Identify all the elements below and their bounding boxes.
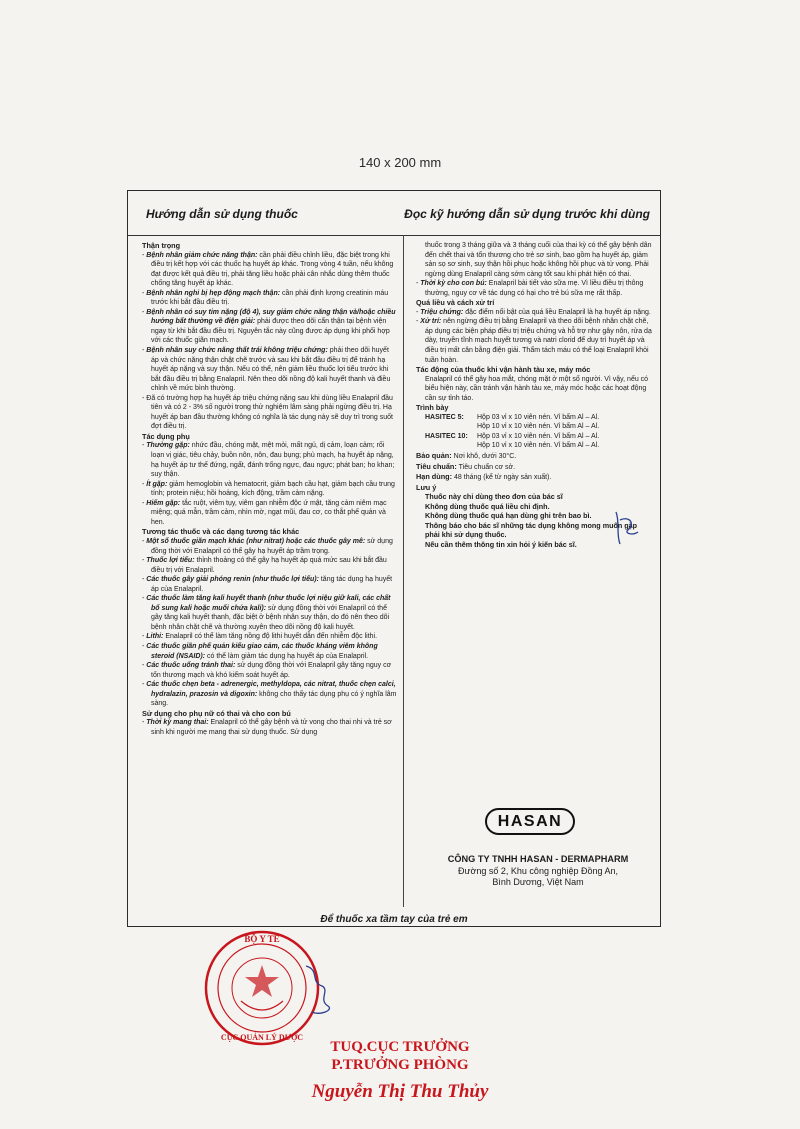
note-item: Nếu cần thêm thông tin xin hỏi ý kiến bác sĩ. [425, 539, 577, 549]
interaction-item-text: sử dụng đồng thời với Enalapril gây tăng nguy cơ tổn thương mạch và khó kiểm soát huyết áp. [151, 662, 392, 679]
pregnancy-item-text: Enalapril có thể gây bệnh và tử vong cho thai nhi và trẻ sơ sinh khi người mẹ mang thai sử dụng thuốc. Sử dụng [151, 719, 392, 736]
interaction-item: - Các thuốc gây giải phóng renin (như thuốc lợi tiểu): tăng tác dụng hạ huyết áp của Enalapril. [142, 576, 393, 593]
official-title-line1: TUQ.CỤC TRƯỞNG [330, 1039, 470, 1055]
company-name: CÔNG TY TNHH HASAN - DERMAPHARM [447, 854, 629, 864]
interaction-item: - Một số thuốc giãn mạch khác (như nitrat) hoặc các thuốc gây mê: sử dụng đồng thời với Enalapril có thể gây hạ huyết áp trầm trọng. [142, 537, 393, 555]
expiry-label: Hạn dùng: [416, 472, 453, 482]
overdose-item-text: nên ngừng điều trị bằng Enalapril và theo dõi bệnh nhân chặt chẽ, áp dụng các biện pháp điều trị triệu chứng và hỗ trợ như gây nôn, rửa dạ dày, truyền tĩnh mạch huyết tương và natri clorid để duy trì huyết áp và điều trị mất cân bằng điện giải. Thẩm tách máu có thể loại Enalapril khỏi tuần hoàn. [425, 318, 652, 364]
pregnancy-continued: thuốc trong 3 tháng giữa và 3 tháng cuối của thai kỳ có thể gây bệnh dẫn đến chết thai và tổn thương cho trẻ sơ sinh, bao gồm hạ huyết áp, giảm sản sọ sơ sinh, suy thận hồi phục hoặc không hồi phục và tử vong. Phải ngừng dùng Enalapril càng sớm càng tốt sau khi phát hiện có thai. [425, 242, 652, 278]
interaction-item: - Thuốc lợi tiểu: thỉnh thoảng có thể gây hạ huyết áp quá mức sau khi bắt đầu điều trị với Enalapril. [142, 557, 387, 574]
side-effect-item-text: tắc ruột, viêm tụy, viêm gan nhiễm độc ứ mật, tăng cảm niêm mạc miệng; quá mẫn, trầm cảm, nhìn mờ, ngạt mũi, đau cơ, co thắt phế quản và hen. [151, 499, 387, 526]
standard-text: Tiêu chuẩn cơ sở. [456, 463, 516, 471]
svg-text:CỤC QUẢN LÝ DƯỢC: CỤC QUẢN LÝ DƯỢC [220, 1033, 304, 1042]
interaction-item: - Các thuốc chẹn beta - adrenergic, methyldopa, các nitrat, thuốc chẹn calci, hydralazin, prazosin và digoxin: không cho thấy tác dụng phụ có ý nghĩa lâm sàng. [142, 681, 397, 708]
caution-item-lead: Bệnh nhân có suy tim nặng (độ 4), suy giảm chức năng thận và/hoặc chiều hướng bất thường về điện giải: [146, 308, 396, 326]
official-title-line2: P.TRƯỞNG PHÒNG [331, 1057, 469, 1073]
breastfeeding-lead: Thời kỳ cho con bú: [420, 280, 487, 288]
size-label: 140 x 200 mm [358, 155, 442, 170]
interaction-item-text: tăng tác dụng hạ huyết áp của Enalapril. [151, 576, 393, 593]
caution-item-text: cần phải định lượng creatinin máu trước khi bắt đầu điều trị. [151, 289, 389, 307]
storage-text: Nơi khô, dưới 30°C. [451, 453, 517, 461]
interaction-item-text: Enalapril có thể làm tăng nồng độ lithi huyết dẫn đến nhiễm độc lithi. [163, 633, 378, 641]
right-column [416, 241, 652, 641]
expiry-line [416, 472, 652, 483]
driving-title: Tác động của thuốc khi vận hành tàu xe, máy móc [416, 365, 591, 375]
overdose-list [416, 308, 652, 365]
interaction-item-text: không cho thấy tác dụng phụ có ý nghĩa lâm sàng. [151, 690, 397, 708]
company-address-line2: Bình Dương, Việt Nam [492, 877, 584, 887]
stamp-signature-icon [300, 960, 340, 1020]
company-address-line1: Đường số 2, Khu công nghiệp Đồng An, [457, 865, 619, 876]
svg-text:BỘ Y TẾ: BỘ Y TẾ [244, 934, 280, 944]
overdose-item-lead: Triệu chứng: [420, 308, 464, 316]
side-effect-item: - Hiếm gặp: tắc ruột, viêm tụy, viêm gan nhiễm độc ứ mật, tăng cảm niêm mạc miệng; quá mẫn, trầm cảm, nhìn mờ, ngạt mũi, đau cơ, co thắt phế quản và hen. [142, 499, 387, 526]
hasan-logo [485, 808, 575, 835]
packaging-description: Hộp 03 vỉ x 10 viên nén. Vỉ bấm Al – Al. [477, 432, 600, 440]
official-name: Nguyễn Thị Thu Thủy [311, 1081, 489, 1102]
side-effect-item: - Thường gặp: nhức đầu, chóng mặt, mệt mỏi, mất ngủ, dị cảm, loạn cảm; rối loạn vị giác, tiêu chảy, buồn nôn, nôn, đau bụng; phù mạch, hạ huyết áp nặng, hạ huyết áp tư thế đứng, ngất, đánh trống ngực, đau ngực; phát ban; ho khan; suy thận. [142, 442, 395, 479]
note-item: Thông báo cho bác sĩ những tác dụng không mong muốn gặp phải khi sử dụng thuốc. [425, 520, 638, 540]
storage-label: Bảo quản: [416, 451, 452, 461]
side-effect-item-text: nhức đầu, chóng mặt, mệt mỏi, mất ngủ, dị cảm, loạn cảm; rối loạn vị giác, tiêu chảy, buồn nôn, nôn, đau bụng; phù mạch, hạ huyết áp nặng, hạ huyết áp tư thế đứng, ngất, đánh trống ngực, đau ngực; phát ban; ho khan; suy thận. [151, 442, 395, 479]
company-block [418, 854, 658, 889]
overdose-title: Quá liều và cách xử trí [416, 298, 495, 308]
side-effect-item-lead: Hiếm gặp: [146, 499, 181, 507]
packaging-description: Hộp 03 vỉ x 10 viên nén. Vỉ bấm Al – Al. [477, 413, 600, 421]
packaging-title: Trình bày [416, 403, 449, 413]
caution-item-lead: Bệnh nhân nghi bị hẹp động mạch thận: [146, 289, 281, 297]
official-signature-block [0, 1038, 800, 1106]
interaction-item-lead: Các thuốc gây giải phóng renin (như thuốc lợi tiểu): [146, 576, 319, 584]
caution-item: - Bệnh nhân nghi bị hẹp động mạch thận: cần phải định lượng creatinin máu trước khi bắt đầu điều trị. [142, 289, 389, 307]
packaging-row [416, 432, 652, 442]
interaction-item: - Các thuốc làm tăng kali huyết thanh (như thuốc lợi niệu giữ kali, các chất bổ sung kali hoặc muối chứa kali): sử dụng đồng thời với Enalapril có thể gây tăng kali huyết thanh, đặc biệt ở bệnh nhân suy thận, do đó nên theo dõi bệnh nhân chặt chẽ và thường xuyên theo dõi nồng độ kali huyết. [142, 595, 391, 631]
interaction-item: - Lithi: Enalapril có thể làm tăng nồng độ lithi huyết dẫn đến nhiễm độc lithi. [142, 633, 378, 641]
pregnancy-list [142, 718, 398, 737]
pregnancy-item: - Thời kỳ mang thai: Enalapril có thể gây bệnh và tử vong cho thai nhi và trẻ sơ sinh khi người mẹ mang thai sử dụng thuốc. Sử dụng [142, 719, 392, 736]
packaging-product-name [416, 422, 477, 432]
interaction-item-lead: Các thuốc chẹn beta - adrenergic, methyldopa, các nitrat, thuốc chẹn calci, hydralazin, prazosin và digoxin: [146, 681, 396, 698]
note-item: Thuốc này chỉ dùng theo đơn của bác sĩ [425, 492, 563, 502]
storage-line [416, 451, 652, 462]
side-effect-item: - Ít gặp: giảm hemoglobin và hematocrit, giảm bạch cầu hạt, giảm bạch cầu trung tính; protein niệu; hồi hoảng, kích động, trầm cảm nặng. [142, 480, 395, 498]
packaging-product-name: HASITEC 5: [425, 413, 464, 421]
caution-item-lead: Bệnh nhân giảm chức năng thận: [146, 251, 258, 259]
interaction-item-lead: Thuốc lợi tiểu: [146, 557, 195, 565]
column-divider [403, 235, 404, 907]
interactions-list [142, 537, 398, 709]
caution-item-lead: Bệnh nhân suy chức năng thất trái không triệu chứng: [146, 347, 328, 355]
caution-item: - Bệnh nhân giảm chức năng thận: cần phải điều chỉnh liều, đặc biệt trong khi điều trị kết hợp với các thuốc hạ huyết áp khác. Trong vòng 4 tuần, nếu không đạt được kết quả điều trị, phải tăng liều hoặc phải cân nhắc dùng thêm thuốc chống tăng huyết áp khác. [142, 251, 394, 288]
standard-label: Tiêu chuẩn: [416, 461, 457, 471]
packaging-description: Hộp 10 vỉ x 10 viên nén. Vỉ bấm Al – Al. [477, 423, 600, 431]
leaflet-frame [127, 190, 661, 927]
packaging-row [416, 441, 652, 451]
interaction-item-text: có thể làm giảm tác dụng hạ huyết áp của Enalapril. [205, 652, 369, 660]
interaction-item: - Các thuốc uống tránh thai: sử dụng đồng thời với Enalapril gây tăng nguy cơ tổn thương mạch và khó kiểm soát huyết áp. [142, 662, 392, 679]
side-effect-item-lead: Thường gặp: [146, 442, 190, 450]
interaction-item-lead: Các thuốc uống tránh thai: [146, 662, 236, 670]
caution-item-text: Đã có trường hợp hạ huyết áp triệu chứng nặng sau khi dùng liều Enalapril đầu tiên và có 2 - 3% số người trong thử nghiệm lâm sàng phải ngừng điều trị. Hạ huyết áp ban đầu thường không có nghĩa là tác dụng này sẽ duy trì trong suốt đợt điều trị. [146, 394, 393, 431]
overdose-item-lead: Xử trí: [420, 318, 442, 326]
overdose-item: - Xử trí: nên ngừng điều trị bằng Enalapril và theo dõi bệnh nhân chặt chẽ, áp dụng các biện pháp điều trị triệu chứng và hỗ trợ như gây nôn, rửa dạ dày, truyền tĩnh mạch huyết tương và natri clorid để duy trì huyết áp và điều trị mất cân bằng điện giải. Thẩm tách máu có thể loại Enalapril khỏi tuần hoàn. [416, 318, 652, 364]
note-item: Không dùng thuốc quá hạn dùng ghi trên bao bì. [425, 511, 592, 521]
breastfeeding-text: Enalapril bài tiết vào sữa mẹ. Vì liều điều trị thông thường, nguy cơ về tác dụng có hại cho trẻ bú sữa mẹ rất thấp. [425, 280, 644, 297]
packaging-product-name [416, 441, 477, 451]
packaging-list [416, 413, 652, 451]
packaging-row [416, 413, 652, 423]
header-right-title: Đọc kỹ hướng dẫn sử dụng trước khi dùng [404, 207, 650, 221]
packaging-row [416, 422, 652, 432]
children-warning: Để thuốc xa tầm tay của trẻ em [320, 914, 468, 925]
caution-item: - Bệnh nhân suy chức năng thất trái không triệu chứng: phải theo dõi huyết áp và chức năng thận chặt chẽ trước và sau khi bắt đầu điều trị để tránh hạ huyết áp nặng và suy thận. Nếu có thể, nên giảm liều thuốc lợi tiểu trước khi bắt đầu điều trị bằng Enalapril. Nên theo dõi nồng độ kali huyết thanh và điều chỉnh về mức bình thường. [142, 347, 391, 393]
note-item: Không dùng thuốc quá liều chỉ định. [425, 501, 550, 511]
notes-title: Lưu ý [416, 482, 437, 492]
caution-item-text: phải theo dõi huyết áp và chức năng thận chặt chẽ trước và sau khi bắt đầu điều trị để tránh hạ huyết áp nặng và suy thận. Nếu có thể, nên giảm liều thuốc lợi tiểu trước khi bắt đầu điều trị bằng Enalapril. Nên theo dõi nồng độ kali huyết thanh và điều chỉnh về mức bình thường. [151, 347, 391, 393]
side-effect-item-text: giảm hemoglobin và hematocrit, giảm bạch cầu hạt, giảm bạch cầu trung tính; protein niệu; hồi hoảng, kích động, trầm cảm nặng. [151, 480, 395, 498]
packaging-product-name: HASITEC 10: [425, 432, 468, 440]
standard-line [416, 462, 652, 473]
side-effects-title: Tác dụng phụ [142, 431, 190, 441]
expiry-text: 48 tháng (kể từ ngày sản xuất). [452, 474, 552, 482]
interaction-item-lead: Một số thuốc giãn mạch khác (như nitrat) hoặc các thuốc gây mê: [146, 537, 366, 545]
pregnancy-item-lead: Thời kỳ mang thai: [146, 719, 209, 727]
caution-item-text: cần phải điều chỉnh liều, đặc biệt trong khi điều trị kết hợp với các thuốc hạ huyết áp khác. Trong vòng 4 tuần, nếu không đạt được kết quả điều trị, phải tăng liều hoặc phải cân nhắc dùng thêm thuốc chống tăng huyết áp khác. [151, 251, 394, 288]
logo-text: HASAN [497, 812, 563, 830]
overdose-item: - Triệu chứng: đặc điểm nổi bật của quá liều Enalapril là hạ huyết áp nặng. [416, 308, 651, 316]
left-column [142, 241, 398, 913]
breastfeeding-item: - Thời kỳ cho con bú: Enalapril bài tiết vào sữa mẹ. Vì liều điều trị thông thường, nguy cơ về tác dụng có hại cho trẻ bú sữa mẹ rất thấp. [416, 280, 644, 297]
header-left-title: Hướng dẫn sử dụng thuốc [146, 207, 298, 221]
interaction-item-lead: Các thuốc giãn phế quản kiểu giao cảm, các thuốc kháng viêm không steroid (NSAID): [146, 642, 378, 660]
interaction-item: - Các thuốc giãn phế quản kiểu giao cảm, các thuốc kháng viêm không steroid (NSAID): có thể làm giảm tác dụng hạ huyết áp của Enalapril. [142, 642, 378, 660]
packaging-description: Hộp 10 vỉ x 10 viên nén. Vỉ bấm Al – Al. [477, 442, 600, 450]
caution-item: - Bệnh nhân có suy tim nặng (độ 4), suy giảm chức năng thận và/hoặc chiều hướng bất thường về điện giải: phải được theo dõi cẩn thận tại bệnh viện ngay từ khi bắt đầu điều trị. Nguyên tắc này cũng được áp dụng khi phối hợp với các thuốc giãn mạch. [142, 308, 396, 345]
side-effects-list [142, 441, 398, 527]
interaction-item-text: thỉnh thoảng có thể gây hạ huyết áp quá mức sau khi bắt đầu điều trị với Enalapril. [151, 557, 387, 574]
interaction-item-lead: Lithi: [146, 633, 164, 641]
driving-text: Enalapril có thể gây hoa mắt, chóng mặt ở một số người. Vì vậy, nếu có biểu hiện này, cần tránh vận hành tàu xe, máy móc hoặc các hoạt động cần sự tỉnh táo. [425, 375, 649, 402]
initial-signature-icon [612, 508, 642, 548]
caution-item-text: phải được theo dõi cẩn thận tại bệnh viện ngay từ khi bắt đầu điều trị. Nguyên tắc này cũng được áp dụng khi phối hợp với các thuốc giãn mạch. [151, 318, 390, 345]
side-effect-item-lead: Ít gặp: [146, 480, 168, 488]
interactions-title: Tương tác thuốc và các dạng tương tác khác [142, 527, 300, 537]
caution-list [142, 251, 398, 432]
caution-title: Thận trọng [142, 241, 181, 250]
caution-item: - Đã có trường hợp hạ huyết áp triệu chứng nặng sau khi dùng liều Enalapril đầu tiên và có 2 - 3% số người trong thử nghiệm lâm sàng phải ngừng điều trị. Hạ huyết áp ban đầu thường không có nghĩa là tác dụng này sẽ duy trì trong suốt đợt điều trị. [142, 394, 393, 431]
interaction-item-lead: Các thuốc làm tăng kali huyết thanh (như thuốc lợi niệu giữ kali, các chất bổ sung kali hoặc muối chứa kali): [146, 595, 391, 612]
interaction-item-text: sử dụng đồng thời với Enalapril có thể gây hạ huyết áp trầm trọng. [151, 537, 393, 555]
leaflet-header [128, 191, 660, 236]
overdose-item-text: đặc điểm nổi bật của quá liều Enalapril là hạ huyết áp nặng. [463, 308, 651, 316]
pregnancy-title: Sử dụng cho phụ nữ có thai và cho con bú [142, 708, 291, 718]
interaction-item-text: sử dụng đồng thời với Enalapril có thể gây tăng kali huyết thanh, đặc biệt ở bệnh nhân suy thận, do đó nên theo dõi bệnh nhân chặt chẽ và thường xuyên theo dõi nồng độ kali huyết. [151, 604, 390, 631]
